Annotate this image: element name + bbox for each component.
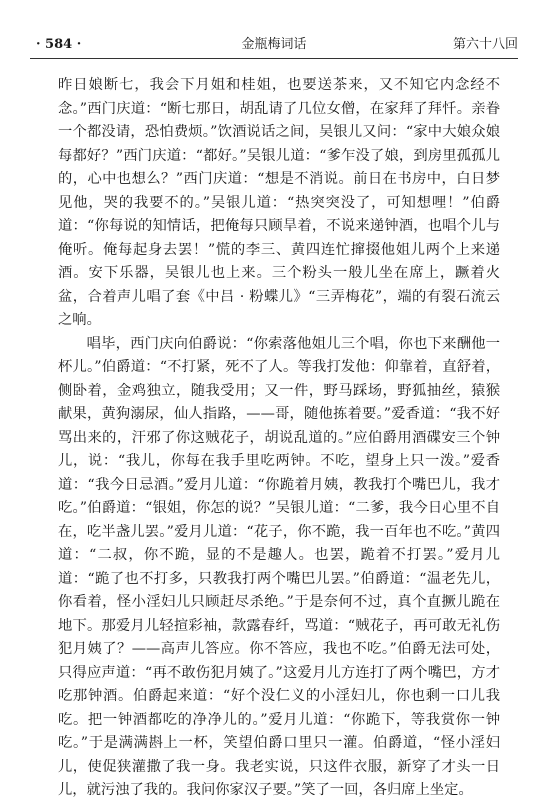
paragraph: 昨日娘断七，我会下月姐和桂姐，也要送茶来，又不知它内念经不念。”西门庆道：“断七那日，胡乱请了几位女僧，在家拜了拜忏。亲眷一个都没请，恐怕费烦。”饮酒说话之间，吴银儿又问：“家中大娘众娘每都好？”西门庆道：“都好。”吴银儿道：“爹乍没了娘，到房里孤孤儿的，心中也想么？”西门庆道：“想是不消说。前日在书房中，白日梦见他，哭的我要不的。”吴银儿道：“热突突没了，可知想哩！”伯爵道：“你每说的知情话，把俺每只顾旱着，不说来递钟酒，也唱个儿与俺听。俺每起身去罢！”慌的李三、黄四连忙撺掇他姐儿两个上来递酒。安下乐器，吴银儿也上来。三个粉头一般儿坐在席上，蹶着火盆，合着声儿唱了套《中吕 · 粉蝶儿》“三弄梅花”，端的有裂石流云之响。 xyxy=(58,77,500,328)
header-rule xyxy=(30,58,518,59)
book-title: 金瓶梅词话 xyxy=(241,37,307,52)
body-text xyxy=(58,74,500,803)
chapter-title: 第六十八回 xyxy=(452,37,518,52)
running-header xyxy=(30,36,518,54)
paragraph: 唱毕，西门庆向伯爵说：“你索落他姐儿三个唱，你也下来酬他一杯儿。”伯爵道：“不打紧，死不了人。等我打发他：仰靠着，直舒着，侧卧着，金鸡独立，随我受用；又一件，野马踩场，野狐抽丝，猿猴献果，黄狗溺尿，仙人指路，——哥，随他拣着要。”爱香道：“我不好骂出来的，汗邪了你这贼花子，胡说乱道的。”应伯爵用酒碟安三个钟儿，说：“我儿，你每在我手里吃两钟。不吃，望身上只一泼。”爱香道：“我今日忌酒。”爱月儿道：“你跪着月姨，教我打个嘴巴儿，我才吃。”伯爵道：“银姐，你怎的说？”吴银儿道：“二爹，我今日心里不自在，吃半盏儿罢。”爱月儿道：“花子，你不跪，我一百年也不吃。”黄四道：“二叔，你不跪，显的不是趣人。也罢，跪着不打罢。”爱月儿道：“跪了也不打多，只教我打两个嘴巴儿罢。”伯爵道：“温老先儿，你看着，怪小淫妇儿只顾赶尽杀绝。”于是奈何不过，真个直撅儿跪在地下。那爱月儿轻揎彩袖，款露春纤，骂道：“贼花子，再可敢无礼伤犯月姨了？——高声儿答应。你不答应，我也不吃。”伯爵无法可处，只得应声道：“再不敢伤犯月姨了。”这爱月儿方连打了两个嘴巴，方才吃那钟酒。伯爵起来道：“好个没仁义的小淫妇儿，你也剩一口儿我吃。把一钟酒都吃的净净儿的。”爱月儿道：“你跪下，等我赏你一钟吃。”于是满满斟上一杯，笑望伯爵口里只一灌。伯爵道，“怪小淫妇儿，使促狭灌撒了我一身。我老实说，只这件衣服，新穿了才头一日儿，就污浊了我的。我问你家汉子要。”笑了一回，各归席上坐定。 xyxy=(58,335,500,798)
page-number: · 584 · xyxy=(36,37,82,52)
